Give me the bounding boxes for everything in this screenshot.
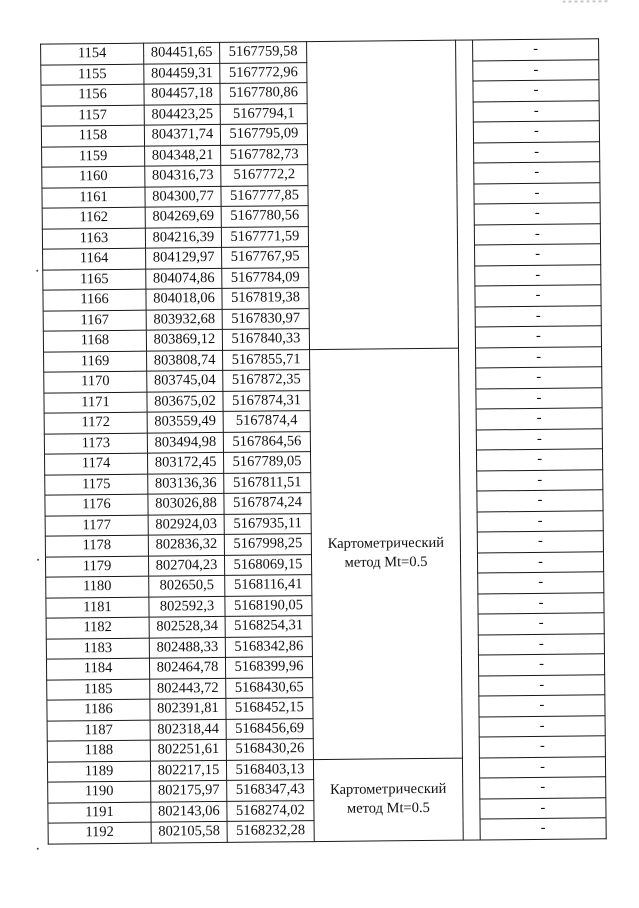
accuracy-cell: - [480,777,606,799]
method-line-1: Картометрический [329,780,447,798]
point-number-cell: 1172 [44,412,147,433]
accuracy-cell: - [477,510,603,532]
coordinates-table-body [41,39,607,844]
y-coordinate-cell: 5167784,09 [222,267,309,288]
point-number-cell: 1175 [45,474,148,495]
x-coordinate-cell: 802443,72 [150,678,226,699]
y-coordinate-cell: 5168116,41 [225,575,312,596]
x-coordinate-cell: 802488,33 [149,637,225,658]
accuracy-cell: - [473,121,599,143]
y-coordinate-cell: 5167777,85 [221,185,308,206]
point-number-cell: 1170 [44,371,147,392]
y-coordinate-cell: 5167874,31 [223,390,310,411]
y-coordinate-cell: 5167780,86 [220,83,307,104]
y-coordinate-cell: 5168190,05 [225,595,312,616]
accuracy-cell: - [475,244,601,266]
method-cell [310,348,463,759]
point-number-cell: 1158 [41,125,144,146]
point-number-cell: 1184 [46,658,149,679]
accuracy-cell: - [474,182,600,204]
point-number-cell: 1192 [48,822,151,843]
x-coordinate-cell: 804451,65 [144,42,220,63]
x-coordinate-cell: 803136,36 [148,473,224,494]
y-coordinate-cell: 5167767,95 [222,247,309,268]
y-coordinate-cell: 5168399,96 [225,657,312,678]
x-coordinate-cell: 802592,3 [149,596,225,617]
accuracy-cell: - [477,531,603,553]
point-number-cell: 1179 [45,556,148,577]
y-coordinate-cell: 5167811,51 [224,472,311,493]
point-number-cell: 1168 [43,330,146,351]
point-number-cell: 1182 [46,617,149,638]
point-number-cell: 1155 [41,64,144,85]
y-coordinate-cell: 5167794,1 [220,103,307,124]
accuracy-cell: - [480,818,606,840]
point-number-cell: 1190 [48,781,151,802]
y-coordinate-cell: 5167782,73 [221,144,308,165]
y-coordinate-cell: 5167819,38 [222,288,309,309]
x-coordinate-cell: 804300,77 [145,186,221,207]
accuracy-cell: - [477,551,603,573]
x-coordinate-cell: 802391,81 [150,698,226,719]
x-coordinate-cell: 802650,5 [149,575,225,596]
point-number-cell: 1185 [47,679,150,700]
accuracy-cell: - [476,387,602,409]
accuracy-cell: - [473,39,599,61]
y-coordinate-cell: 5168342,86 [225,636,312,657]
x-coordinate-cell: 802175,97 [151,780,227,801]
x-coordinate-cell: 804129,97 [146,247,222,268]
scan-speck [37,848,39,850]
accuracy-cell: - [476,408,602,430]
accuracy-cell: - [473,100,599,122]
point-number-cell: 1176 [45,494,148,515]
accuracy-cell: - [477,490,603,512]
y-coordinate-cell: 5167935,11 [224,513,311,534]
point-number-cell: 1189 [47,761,150,782]
accuracy-cell: - [479,715,605,737]
point-number-cell: 1167 [43,310,146,331]
coordinates-table [40,38,607,844]
method-cell [313,758,463,841]
accuracy-cell: - [476,428,602,450]
accuracy-cell: - [475,326,601,348]
accuracy-cell: - [476,367,602,389]
accuracy-cell: - [475,305,601,327]
point-number-cell: 1181 [46,597,149,618]
x-coordinate-cell: 802143,06 [151,801,227,822]
point-number-cell: 1159 [42,146,145,167]
point-number-cell: 1186 [47,699,150,720]
accuracy-cell: - [475,264,601,286]
x-coordinate-cell: 804457,18 [144,83,220,104]
scan-speck [37,559,39,561]
method-line-1 [312,194,454,195]
point-number-cell: 1161 [42,187,145,208]
point-number-cell: 1154 [41,43,144,64]
point-number-cell: 1178 [45,535,148,556]
method-line-1: Картометрический [327,534,445,552]
point-number-cell: 1165 [43,269,146,290]
x-coordinate-cell: 802528,34 [149,616,225,637]
y-coordinate-cell: 5168456,69 [226,718,313,739]
accuracy-cell: - [478,572,604,594]
accuracy-cell: - [474,141,600,163]
x-coordinate-cell: 804269,69 [145,206,221,227]
y-coordinate-cell: 5168430,26 [226,739,313,760]
y-coordinate-cell: 5168254,31 [225,616,312,637]
point-number-cell: 1191 [48,802,151,823]
accuracy-cell: - [473,80,599,102]
method-line-2: метод Mt=0.5 [346,799,430,817]
method-line-2 [312,194,454,195]
x-coordinate-cell: 803808,74 [147,350,223,371]
x-coordinate-cell: 804348,21 [145,145,221,166]
y-coordinate-cell: 5167874,4 [223,411,310,432]
accuracy-cell: - [475,285,601,307]
x-coordinate-cell: 802704,23 [148,555,224,576]
accuracy-cell: - [476,449,602,471]
x-coordinate-cell: 804423,25 [144,104,220,125]
y-coordinate-cell: 5167864,56 [223,431,310,452]
point-number-cell: 1183 [46,638,149,659]
x-coordinate-cell: 802464,78 [149,657,225,678]
y-coordinate-cell: 5167772,2 [221,165,308,186]
y-coordinate-cell: 5168069,15 [224,554,311,575]
accuracy-cell: - [473,59,599,81]
x-coordinate-cell: 802318,44 [150,719,226,740]
y-coordinate-cell: 5167789,05 [223,452,310,473]
x-coordinate-cell: 803675,02 [147,391,223,412]
x-coordinate-cell: 802251,61 [150,739,226,760]
y-coordinate-cell: 5167795,09 [220,124,307,145]
point-number-cell: 1188 [47,740,150,761]
accuracy-cell: - [475,346,601,368]
point-number-cell: 1160 [42,166,145,187]
y-coordinate-cell: 5168452,15 [226,698,313,719]
accuracy-cell: - [478,613,604,635]
point-number-cell: 1187 [47,720,150,741]
y-coordinate-cell: 5167772,96 [220,62,307,83]
x-coordinate-cell: 802217,15 [150,760,226,781]
accuracy-cell: - [479,756,605,778]
y-coordinate-cell: 5167874,24 [224,493,311,514]
point-number-cell: 1156 [41,84,144,105]
x-coordinate-cell: 803869,12 [146,329,222,350]
point-number-cell: 1163 [42,228,145,249]
x-coordinate-cell: 803932,68 [146,309,222,330]
point-number-cell: 1174 [45,453,148,474]
accuracy-cell: - [479,674,605,696]
x-coordinate-cell: 804074,86 [146,268,222,289]
x-coordinate-cell: 802105,58 [151,821,227,842]
x-coordinate-cell: 804316,73 [145,165,221,186]
point-number-cell: 1177 [45,515,148,536]
scan-artifact [563,0,609,2]
accuracy-cell: - [478,633,604,655]
y-coordinate-cell: 5168430,65 [226,677,313,698]
x-coordinate-cell: 804216,39 [145,227,221,248]
scan-speck [36,270,38,272]
point-number-cell: 1180 [46,576,149,597]
x-coordinate-cell: 804459,31 [144,63,220,84]
y-coordinate-cell: 5168347,43 [227,780,314,801]
accuracy-cell: - [479,695,605,717]
point-number-cell: 1173 [44,433,147,454]
x-coordinate-cell: 803559,49 [147,411,223,432]
accuracy-cell: - [478,654,604,676]
point-number-cell: 1162 [42,207,145,228]
accuracy-cell: - [474,203,600,225]
y-coordinate-cell: 5167780,56 [221,206,308,227]
y-coordinate-cell: 5168403,13 [226,759,313,780]
y-coordinate-cell: 5167998,25 [224,534,311,555]
y-coordinate-cell: 5167855,71 [223,349,310,370]
x-coordinate-cell: 803026,88 [148,493,224,514]
y-coordinate-cell: 5167840,33 [222,329,309,350]
x-coordinate-cell: 803494,98 [147,432,223,453]
y-coordinate-cell: 5167872,35 [223,370,310,391]
accuracy-cell: - [474,223,600,245]
point-number-cell: 1169 [44,351,147,372]
point-number-cell: 1166 [43,289,146,310]
y-coordinate-cell: 5168232,28 [227,821,314,842]
accuracy-cell: - [474,162,600,184]
accuracy-cell: - [479,736,605,758]
y-coordinate-cell: 5167759,58 [220,42,307,63]
accuracy-cell: - [480,797,606,819]
y-coordinate-cell: 5168274,02 [227,800,314,821]
x-coordinate-cell: 804371,74 [144,124,220,145]
accuracy-cell: - [478,592,604,614]
x-coordinate-cell: 804018,06 [146,288,222,309]
point-number-cell: 1157 [41,105,144,126]
x-coordinate-cell: 802924,03 [148,514,224,535]
y-coordinate-cell: 5167830,97 [222,308,309,329]
x-coordinate-cell: 803745,04 [147,370,223,391]
point-number-cell: 1164 [43,248,146,269]
point-number-cell: 1171 [44,392,147,413]
method-cell [307,40,459,349]
accuracy-cell: - [477,469,603,491]
method-line-2: метод Mt=0.5 [344,553,428,571]
x-coordinate-cell: 803172,45 [147,452,223,473]
x-coordinate-cell: 802836,32 [148,534,224,555]
y-coordinate-cell: 5167771,59 [221,226,308,247]
